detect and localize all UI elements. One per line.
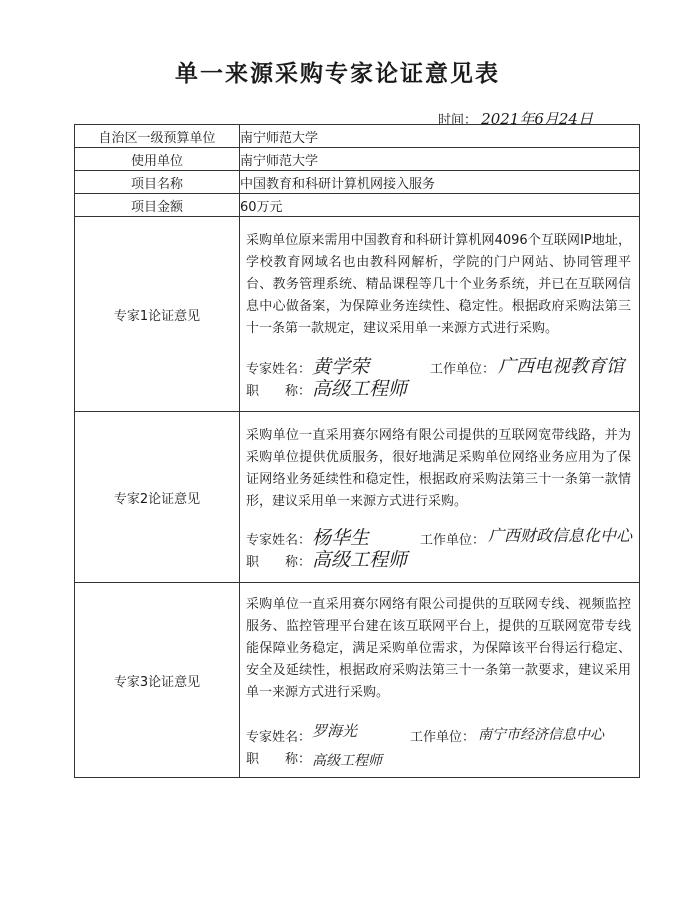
budget-unit-label: 自治区一级预算单位 (75, 125, 240, 148)
expert-3-label: 专家3论证意见 (75, 583, 240, 778)
expert-3-opinion: 采购单位一直采用赛尔网络有限公司提供的互联网专线、视频监控服务、监控管理平台建在该互联网平台上，提供的互联网宽带专线能保障业务稳定，满足采购单位需求，为保障该平台得运行稳定、安全及延续性，根据政府采购法第三十一条第一款要求，建议采用单一来源方式进行采购。 (246, 597, 631, 700)
expert-1-title: 高级工程师 (312, 378, 408, 400)
expert-3-cell (240, 583, 640, 778)
expert-2-label: 专家2论证意见 (75, 412, 240, 583)
expert-2-name: 杨华生 (312, 527, 370, 549)
project-name-value: 中国教育和科研计算机网接入服务 (240, 171, 640, 194)
expert-2-unit: 广西财政信息化中心 (488, 526, 633, 545)
expert-2-row (75, 412, 640, 583)
using-unit-label: 使用单位 (75, 148, 240, 171)
expert-1-unit: 广西电视教育馆 (498, 356, 624, 377)
expert-2-opinion: 采购单位一直采用赛尔网络有限公司提供的互联网宽带线路，并为采购单位提供优质服务，很好地满足采购单位网络业务应用为了保证网络业务延续性和稳定性，根据政府采购法第三十一条第一款情形，建议采用单一来源方式进行采购。 (246, 428, 631, 509)
form-title: 单一来源采购专家论证意见表 (175, 61, 500, 87)
expert-3-title: 高级工程师 (312, 753, 382, 769)
opinion-form-table (74, 124, 640, 778)
expert-2-unit-label: 工作单位： (420, 533, 486, 548)
expert-3-unit-label: 工作单位： (410, 730, 476, 745)
expert-3-unit: 南宁市经济信息中心 (478, 727, 604, 743)
table-row (75, 148, 640, 171)
expert-3-signature (246, 722, 639, 770)
expert-2-name-label: 专家姓名： (246, 533, 312, 548)
project-amount-value: 60万元 (240, 194, 640, 217)
expert-1-name-label: 专家姓名： (246, 362, 312, 377)
expert-3-name-label: 专家姓名： (246, 730, 312, 745)
table-row (75, 171, 640, 194)
expert-2-title: 高级工程师 (312, 549, 408, 571)
table-row (75, 194, 640, 217)
budget-unit-value: 南宁师范大学 (240, 125, 640, 148)
expert-1-title-label: 职 称： (246, 384, 312, 399)
date-value: 2021年6月24日 (481, 110, 593, 128)
expert-1-row (75, 217, 640, 412)
expert-1-opinion: 采购单位原来需用中国教育和科研计算机网4096个互联网IP地址，学校教育网域名也由教科网解析，学院的门户网站、协同管理平台、教务管理系统、精品课程等几十个业务系统，并已在互联网信息中心做备案，为保障业务连续性、稳定性。根据政府采购法第三十一条第一款规定，建议采用单一来源方式进行采购。 (246, 233, 631, 336)
date-label: 时间： (438, 113, 478, 128)
expert-1-unit-label: 工作单位： (430, 362, 496, 377)
expert-1-label: 专家1论证意见 (75, 217, 240, 412)
expert-2-title-label: 职 称： (246, 555, 312, 570)
expert-1-name: 黄学荣 (312, 356, 370, 378)
project-amount-label: 项目金额 (75, 194, 240, 217)
table-row (75, 125, 640, 148)
expert-1-cell (240, 217, 640, 412)
using-unit-value: 南宁师范大学 (240, 148, 640, 171)
expert-3-name: 罗海光 (312, 722, 358, 740)
expert-3-row (75, 583, 640, 778)
project-name-label: 项目名称 (75, 171, 240, 194)
expert-2-signature (246, 526, 639, 573)
expert-2-cell (240, 412, 640, 583)
expert-1-signature (246, 358, 639, 402)
expert-3-title-label: 职 称： (246, 752, 312, 767)
